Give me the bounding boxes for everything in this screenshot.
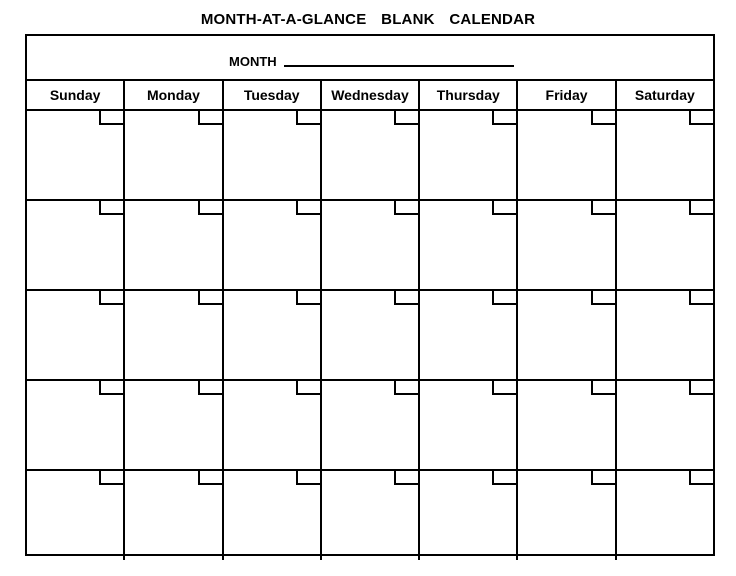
date-number-box[interactable] (492, 201, 516, 215)
day-cell[interactable] (27, 291, 123, 379)
day-cell[interactable] (123, 381, 221, 469)
day-cell[interactable] (123, 111, 221, 199)
weekday-header-saturday: Saturday (615, 81, 713, 109)
date-number-box[interactable] (99, 111, 123, 125)
weekday-header-friday: Friday (516, 81, 614, 109)
weekday-header-row (27, 81, 713, 111)
date-number-box[interactable] (689, 201, 713, 215)
date-number-box[interactable] (492, 381, 516, 395)
weekday-header-sunday: Sunday (49, 87, 101, 103)
date-number-box[interactable] (591, 291, 615, 305)
day-cell[interactable] (615, 381, 713, 469)
day-cell[interactable] (320, 471, 418, 560)
day-cell[interactable] (27, 381, 123, 469)
date-number-box[interactable] (394, 201, 418, 215)
date-number-box[interactable] (296, 201, 320, 215)
date-number-box[interactable] (591, 111, 615, 125)
calendar-grid (27, 111, 713, 554)
date-number-box[interactable] (492, 471, 516, 485)
calendar-title: MONTH-AT-A-GLANCE BLANK CALENDAR (200, 11, 536, 28)
date-number-box[interactable] (689, 111, 713, 125)
date-number-box[interactable] (689, 291, 713, 305)
day-cell[interactable] (615, 291, 713, 379)
date-number-box[interactable] (198, 471, 222, 485)
day-cell[interactable] (418, 111, 516, 199)
date-number-box[interactable] (198, 381, 222, 395)
date-number-box[interactable] (296, 111, 320, 125)
date-number-box[interactable] (99, 381, 123, 395)
day-cell[interactable] (222, 111, 320, 199)
week-row (27, 381, 713, 471)
week-row (27, 471, 713, 560)
day-cell[interactable] (123, 291, 221, 379)
date-number-box[interactable] (394, 381, 418, 395)
weekday-header-thursday: Thursday (418, 81, 516, 109)
day-cell[interactable] (418, 471, 516, 560)
date-number-box[interactable] (689, 471, 713, 485)
day-cell[interactable] (27, 201, 123, 289)
day-cell[interactable] (615, 111, 713, 199)
date-number-box[interactable] (99, 201, 123, 215)
day-cell[interactable] (123, 471, 221, 560)
day-cell[interactable] (320, 111, 418, 199)
day-cell[interactable] (516, 381, 614, 469)
week-row (27, 111, 713, 201)
date-number-box[interactable] (394, 291, 418, 305)
day-cell[interactable] (615, 201, 713, 289)
day-cell[interactable] (320, 381, 418, 469)
day-cell[interactable] (123, 201, 221, 289)
date-number-box[interactable] (591, 381, 615, 395)
day-cell[interactable] (418, 381, 516, 469)
date-number-box[interactable] (198, 291, 222, 305)
calendar-frame (25, 34, 715, 556)
date-number-box[interactable] (591, 201, 615, 215)
weekday-header-monday: Monday (123, 81, 221, 109)
date-number-box[interactable] (296, 291, 320, 305)
day-cell[interactable] (27, 111, 123, 199)
day-cell[interactable] (320, 291, 418, 379)
week-row (27, 201, 713, 291)
date-number-box[interactable] (198, 201, 222, 215)
weekday-header-wednesday: Wednesday (320, 81, 418, 109)
date-number-box[interactable] (689, 381, 713, 395)
day-cell[interactable] (418, 201, 516, 289)
day-cell[interactable] (418, 291, 516, 379)
day-cell[interactable] (222, 291, 320, 379)
weekday-header-tuesday: Tuesday (222, 81, 320, 109)
date-number-box[interactable] (99, 471, 123, 485)
day-cell[interactable] (222, 381, 320, 469)
date-number-box[interactable] (198, 111, 222, 125)
day-cell[interactable] (516, 471, 614, 560)
day-cell[interactable] (615, 471, 713, 560)
day-cell[interactable] (516, 291, 614, 379)
day-cell[interactable] (27, 471, 123, 560)
date-number-box[interactable] (492, 291, 516, 305)
day-cell[interactable] (516, 201, 614, 289)
month-row (27, 36, 713, 81)
date-number-box[interactable] (492, 111, 516, 125)
date-number-box[interactable] (296, 381, 320, 395)
day-cell[interactable] (222, 471, 320, 560)
month-fill-line[interactable] (284, 65, 514, 67)
date-number-box[interactable] (591, 471, 615, 485)
day-cell[interactable] (320, 201, 418, 289)
week-row (27, 291, 713, 381)
day-cell[interactable] (516, 111, 614, 199)
date-number-box[interactable] (99, 291, 123, 305)
date-number-box[interactable] (296, 471, 320, 485)
date-number-box[interactable] (394, 111, 418, 125)
month-label: MONTH (229, 54, 277, 69)
day-cell[interactable] (222, 201, 320, 289)
date-number-box[interactable] (394, 471, 418, 485)
